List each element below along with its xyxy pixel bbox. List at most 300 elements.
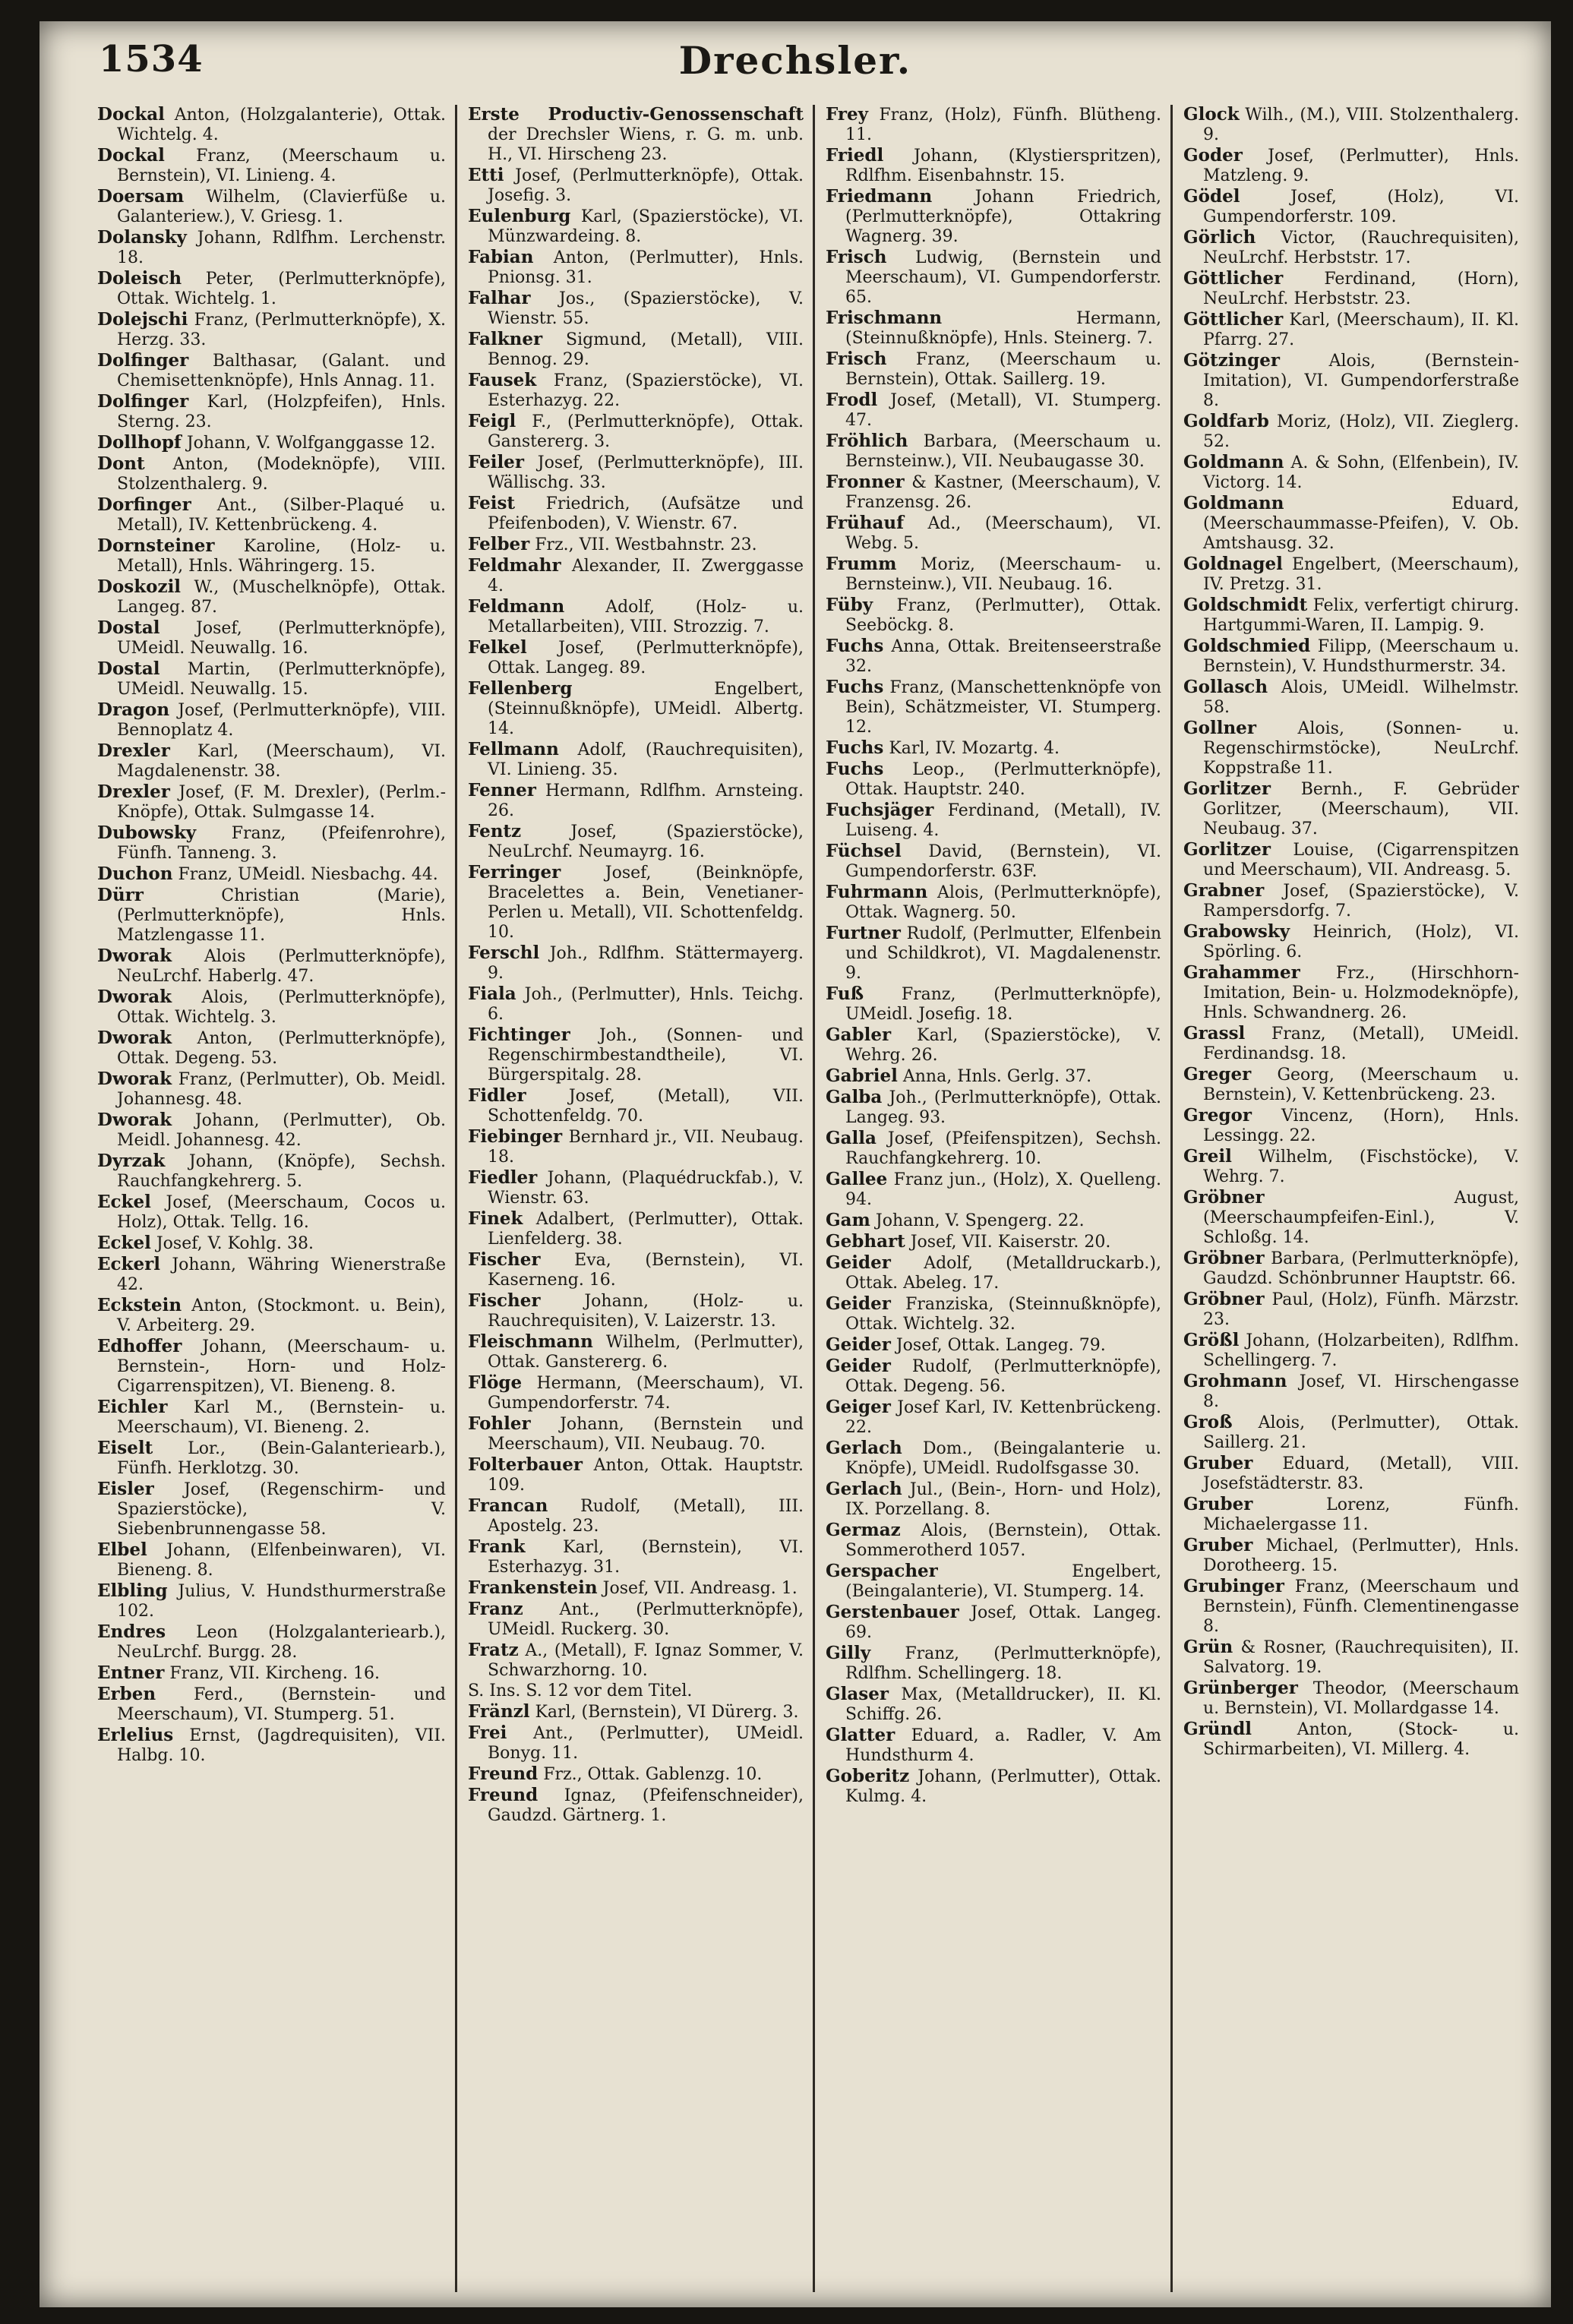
directory-entry <box>97 1726 446 1766</box>
entry-details: Wilhelm, (Fischstöcke), V. Wehrg. 7. <box>1203 1148 1519 1186</box>
entry-name: Dworak <box>97 987 172 1007</box>
directory-entry <box>97 310 446 350</box>
directory-entry <box>1183 1106 1519 1146</box>
entry-name: Fischer <box>468 1249 541 1270</box>
directory-entry <box>468 1786 804 1826</box>
directory-entry <box>1183 105 1519 145</box>
entry-name: Fuchs <box>826 636 884 656</box>
entry-name: Fronner <box>826 472 905 492</box>
directory-entry <box>1183 1413 1519 1453</box>
entry-details: Christian (Marie), (Perlmutterknöpfe), Hnls. Matzlengasse 11. <box>117 886 446 945</box>
entry-name: Dworak <box>97 1069 172 1089</box>
directory-entry <box>1183 1577 1519 1637</box>
directory-entry <box>468 781 804 821</box>
entry-name: Dostal <box>97 617 160 638</box>
entry-details: Johann, (Meerschaum- u. Bernstein-, Horn- und Holz-Cigarrenspitzen), VI. Bieneng. 8. <box>117 1337 446 1396</box>
entry-name: Geider <box>826 1334 891 1355</box>
entry-details: Joh., (Perlmutter), Hnls. Teichg. 6. <box>488 985 804 1024</box>
entry-name: Frisch <box>826 247 887 267</box>
directory-entry <box>97 146 446 186</box>
entry-details: Josef, (Perlmutterknöpfe), VIII. Bennoplatz 4. <box>117 701 446 740</box>
entry-details: Hermann, (Meerschaum), VI. Gumpendorferstr. 74. <box>488 1374 804 1413</box>
entry-name: Fuchs <box>826 737 884 758</box>
entry-name: Feigl <box>468 411 516 431</box>
entry-name: Grohmann <box>1183 1371 1287 1391</box>
entry-details: Engelbert, (Steinnußknöpfe), UMeidl. Albertg. 14. <box>488 680 804 738</box>
directory-entry <box>97 1438 446 1479</box>
entry-name: Gerlach <box>826 1438 902 1458</box>
entry-details: Anton, Ottak. Hauptstr. 109. <box>488 1456 804 1495</box>
directory-entry <box>826 349 1161 390</box>
directory-entry <box>826 1294 1161 1334</box>
entry-details: Filipp, (Meerschaum u. Bernstein), V. Hundsthurmerstr. 34. <box>1203 637 1519 676</box>
directory-entry <box>826 1211 1161 1231</box>
directory-entry <box>1183 554 1519 595</box>
entry-name: Dubowsky <box>97 823 197 843</box>
entry-name: Drexler <box>97 782 170 802</box>
entry-name: Gruber <box>1183 1494 1253 1514</box>
entry-details: Johann, (Knöpfe), Sechsh. Rauchfangkehrerg. 5. <box>117 1152 446 1191</box>
directory-entry <box>826 431 1161 472</box>
entry-details: Anna, Hnls. Gerlg. 37. <box>902 1067 1092 1086</box>
entry-details: A. & Sohn, (Elfenbein), IV. Victorg. 14. <box>1203 453 1519 492</box>
entry-name: Grabner <box>1183 880 1265 901</box>
entry-details: Alois (Perlmutterknöpfe), NeuLrchf. Haberlg. 47. <box>117 947 446 986</box>
entry-name: Fohler <box>468 1413 531 1434</box>
entry-details: F., (Perlmutterknöpfe), Ottak. Ganstererg. 3. <box>488 412 804 451</box>
entry-details: Anton, (Stockmont. u. Bein), V. Arbeiterg. 29. <box>117 1296 446 1335</box>
entry-name: Feldmann <box>468 596 565 617</box>
directory-entry <box>1183 1188 1519 1248</box>
entry-name: Fränzl <box>468 1701 530 1722</box>
entry-details: Franz, (Meerschaum und Bernstein), Fünfh. Clementinengasse 8. <box>1203 1577 1519 1636</box>
page-title: Drechsler. <box>678 38 912 83</box>
entry-name: Geider <box>826 1356 891 1376</box>
entry-name: Füby <box>826 595 873 615</box>
directory-entry <box>468 1599 804 1640</box>
entry-name: Ferringer <box>468 862 561 883</box>
entry-details: Alois, (Perlmutterknöpfe), Ottak. Wagnerg. 50. <box>845 883 1161 922</box>
entry-name: Francan <box>468 1495 548 1516</box>
entry-name: Görlich <box>1183 227 1256 248</box>
entry-name: Gollner <box>1183 718 1256 738</box>
directory-entry <box>826 883 1161 923</box>
entry-details: Franz, (Perlmutter), Ob. Meidl. Johannesg. 48. <box>117 1070 447 1109</box>
entry-name: Fichtinger <box>468 1025 570 1045</box>
entry-name: Elbel <box>97 1539 147 1560</box>
directory-entry <box>1183 187 1519 227</box>
entry-details: Johann, (Bernstein und Meerschaum), VII. Neubaug. 70. <box>488 1415 804 1454</box>
directory-entry <box>468 1209 804 1249</box>
entry-details: Franz, (Perlmutterknöpfe), X. Herzg. 33. <box>117 311 446 349</box>
entry-name: Gröbner <box>1183 1248 1265 1268</box>
directory-entry <box>468 248 804 288</box>
directory-entry <box>826 1520 1161 1561</box>
directory-entry <box>826 595 1161 636</box>
entry-details: Hermann, Rdlfhm. Arnsteing. 26. <box>488 782 804 820</box>
entry-details: Josef, (Regenschirm- und Spazierstöcke), V. Siebenbrunnengasse 58. <box>117 1480 446 1539</box>
entry-details: Rudolf, (Metall), III. Apostelg. 23. <box>488 1497 804 1536</box>
entry-name: Fuchs <box>826 759 884 779</box>
entry-details: Johann, (Holz- u. Rauchrequisiten), V. Laizerstr. 13. <box>488 1292 804 1331</box>
entry-name: Falkner <box>468 329 543 349</box>
entry-details: Engelbert, (Meerschaum), IV. Pretzg. 31. <box>1203 555 1519 594</box>
column-1 <box>97 105 455 2292</box>
directory-entry <box>468 1168 804 1208</box>
entry-name: Goldnagel <box>1183 554 1283 574</box>
entry-details: Ferdinand, (Metall), IV. Luiseng. 4. <box>845 801 1161 840</box>
entry-name: Eichler <box>97 1397 168 1417</box>
entry-name: Goldmann <box>1183 452 1284 472</box>
entry-details: Franz, (Perlmutter), Ottak. Seeböckg. 8. <box>845 596 1161 635</box>
directory-entry <box>1183 779 1519 839</box>
directory-entry <box>1183 1678 1519 1719</box>
entry-details: Josef, (F. M. Drexler), (Perlm.-Knöpfe), Ottak. Sulmgasse 14. <box>117 783 447 822</box>
directory-entry <box>97 228 446 268</box>
entry-details: Peter, (Perlmutterknöpfe), Ottak. Wichtelg. 1. <box>117 270 446 308</box>
entry-name: Gröbner <box>1183 1187 1265 1208</box>
directory-entry <box>468 1291 804 1331</box>
entry-name: Gerlach <box>826 1479 902 1499</box>
directory-entry <box>468 289 804 329</box>
entry-details: Alois, (Bernstein-Imitation), VI. Gumpendorferstraße 8. <box>1203 352 1519 410</box>
entry-name: Furtner <box>826 923 901 943</box>
directory-entry <box>468 1373 804 1413</box>
directory-entry <box>826 554 1161 595</box>
entry-name: Grabowsky <box>1183 921 1290 942</box>
entry-name: Dworak <box>97 1110 172 1130</box>
directory-entry <box>826 1335 1161 1356</box>
entry-details: Frz., Ottak. Gablenzg. 10. <box>543 1765 763 1784</box>
entry-details: Franz, (Metall), UMeidl. Ferdinandsg. 18. <box>1203 1025 1519 1063</box>
entry-details: David, (Bernstein), VI. Gumpendorferstr. 63F. <box>845 842 1161 881</box>
entry-name: Friedl <box>826 145 884 166</box>
directory-entry <box>1183 1536 1519 1576</box>
entry-name: Elbling <box>97 1580 168 1601</box>
entry-details: Paul, (Holz), Fünfh. Märzstr. 23. <box>1203 1290 1519 1329</box>
directory-entry <box>468 207 804 247</box>
directory-entry <box>468 1537 804 1577</box>
entry-details: Josef, (Perlmutterknöpfe), Ottak. Josefig. 3. <box>488 166 804 205</box>
entry-details: S. Ins. S. 12 vor dem Titel. <box>468 1681 693 1700</box>
entry-name: Gebhart <box>826 1231 905 1252</box>
entry-details: Anton, (Modeknöpfe), VIII. Stolzenthalerg. 9. <box>117 455 446 494</box>
entry-name: Dostal <box>97 658 160 679</box>
directory-entry <box>97 1192 446 1233</box>
directory-entry <box>1183 922 1519 962</box>
entry-name: Galba <box>826 1087 883 1107</box>
entry-name: Edhoffer <box>97 1336 182 1356</box>
page-number: 1534 <box>99 38 204 81</box>
entry-name: Felber <box>468 534 530 554</box>
entry-details: Friedrich, (Aufsätze und Pfeifenboden), V. Wienstr. 67. <box>488 494 804 533</box>
directory-entry <box>1183 718 1519 778</box>
entry-details: Frz., VII. Westbahnstr. 23. <box>535 535 757 554</box>
entry-details: Karoline, (Holz- u. Metall), Hnls. Währingerg. 15. <box>117 537 446 576</box>
entry-details: Barbara, (Meerschaum u. Bernsteinw.), VII. Neubaugasse 30. <box>845 432 1161 471</box>
entry-name: Falhar <box>468 288 531 308</box>
directory-entry <box>97 269 446 309</box>
entry-name: Grassl <box>1183 1023 1246 1044</box>
entry-name: Fröhlich <box>826 431 908 451</box>
directory-entry <box>826 924 1161 984</box>
directory-entry <box>468 822 804 862</box>
entry-name: Eisler <box>97 1479 154 1499</box>
entry-details: Josef, (Pfeifenspitzen), Sechsh. Rauchfangkehrerg. 10. <box>845 1129 1162 1168</box>
entry-details: Franz, (Pfeifenrohre), Fünfh. Tanneng. 3. <box>117 824 446 863</box>
entry-name: Duchon <box>97 864 173 884</box>
entry-details: Rudolf, (Perlmutterknöpfe), Ottak. Degeng. 56. <box>845 1357 1161 1396</box>
entry-details: Eduard, (Metall), VIII. Josefstädterstr. 83. <box>1203 1454 1519 1493</box>
directory-entry <box>468 1764 804 1785</box>
entry-details: Karl, IV. Mozartg. 4. <box>889 739 1060 758</box>
entry-name: Dockal <box>97 145 165 166</box>
entry-details: Josef, (Spazierstöcke), NeuLrchf. Neumayrg. 16. <box>488 823 804 861</box>
directory-entry <box>468 1250 804 1290</box>
directory-entry <box>468 943 804 984</box>
entry-name: Gödel <box>1183 186 1240 207</box>
directory-entry <box>97 700 446 740</box>
entry-details: Franziska, (Steinnußknöpfe), Ottak. Wichtelg. 32. <box>845 1295 1161 1334</box>
entry-details: Balthasar, (Galant. und Chemisettenknöpfe), Hnls Annag. 11. <box>117 352 447 390</box>
entry-name: Fischer <box>468 1290 541 1311</box>
entry-details: Rudolf, (Perlmutter, Elfenbein und Schildkrot), VI. Magdalenenstr. 9. <box>845 924 1161 983</box>
entry-name: Groß <box>1183 1412 1233 1432</box>
entry-details: Anton, (Perlmutterknöpfe), Ottak. Degeng. 53. <box>117 1029 446 1068</box>
entry-name: Dyrzak <box>97 1151 166 1171</box>
entry-details: Dom., (Beingalanterie u. Knöpfe), UMeidl. Rudolfsgasse 30. <box>845 1439 1161 1478</box>
entry-details: Wilh., (M.), VIII. Stolzenthalerg. 9. <box>1203 106 1519 144</box>
entry-details: Barbara, (Perlmutterknöpfe), Gaudzd. Schönbrunner Hauptstr. 66. <box>1203 1249 1519 1288</box>
entry-details: Franz, (Perlmutterknöpfe), Rdlfhm. Schellingerg. 18. <box>845 1644 1161 1683</box>
entry-details: Anton, (Holzgalanterie), Ottak. Wichtelg. 4. <box>117 106 446 144</box>
directory-entry <box>97 536 446 576</box>
directory-entry <box>826 1066 1161 1087</box>
entry-details: Hermann, (Steinnußknöpfe), Hnls. Steinerg. 7. <box>845 309 1161 348</box>
directory-entry <box>826 1602 1161 1643</box>
directory-entry <box>1183 636 1519 677</box>
entry-details: Karl, (Bernstein), VI Dürerg. 3. <box>535 1703 799 1722</box>
entry-name: Gorlitzer <box>1183 778 1271 799</box>
entry-details: Adolf, (Rauchrequisiten), VI. Linieng. 35. <box>488 740 804 779</box>
entry-name: Dolejschi <box>97 309 188 330</box>
entry-details: Josef, (Metall), VII. Schottenfeldg. 70. <box>488 1087 804 1126</box>
entry-name: Gerspacher <box>826 1561 938 1581</box>
directory-entry <box>468 597 804 637</box>
directory-entry <box>97 1685 446 1725</box>
entry-name: Goldschmidt <box>1183 595 1308 615</box>
directory-entry <box>97 1151 446 1192</box>
entry-details: Karl M., (Bernstein- u. Meerschaum), VI. Bieneng. 2. <box>117 1398 446 1437</box>
directory-entry <box>468 1578 804 1599</box>
directory-entry <box>97 1255 446 1295</box>
entry-details: Franz, UMeidl. Niesbachg. 44. <box>178 865 438 884</box>
entry-name: Frodl <box>826 390 878 410</box>
directory-entry <box>1183 351 1519 411</box>
entry-name: Götzinger <box>1183 350 1280 371</box>
entry-details: Josef, V. Kohlg. 38. <box>156 1234 314 1253</box>
entry-name: Geiger <box>826 1397 891 1417</box>
directory-entry <box>468 1702 804 1722</box>
entry-name: Geider <box>826 1252 891 1273</box>
entry-details: Josef, VII. Kaiserstr. 20. <box>910 1233 1111 1252</box>
entry-name: Fellenberg <box>468 678 573 699</box>
entry-details: Karl, (Meerschaum), II. Kl. Pfarrg. 27. <box>1203 311 1519 349</box>
entry-details: Anton, (Stock- u. Schirmarbeiten), VI. Millerg. 4. <box>1203 1720 1519 1759</box>
entry-details: Victor, (Rauchrequisiten), NeuLrchf. Herbststr. 17. <box>1203 229 1519 267</box>
entry-name: Erste Productiv-Genossenschaft <box>468 105 804 125</box>
entry-name: Grün <box>1183 1637 1233 1657</box>
directory-entry <box>97 1581 446 1621</box>
entry-details: Adalbert, (Perlmutter), Ottak. Lienfelderg. 38. <box>488 1210 804 1249</box>
directory-entry <box>826 146 1161 186</box>
directory-entry <box>826 1438 1161 1479</box>
entry-details: Ant., (Perlmutterknöpfe), UMeidl. Ruckerg. 30. <box>488 1600 804 1639</box>
entry-name: Galla <box>826 1128 877 1148</box>
directory-entry <box>826 1253 1161 1293</box>
directory-entry <box>826 1561 1161 1602</box>
directory-entry <box>826 513 1161 554</box>
entry-details: Alois, (Perlmutter), Ottak. Saillerg. 21. <box>1203 1413 1519 1452</box>
entry-details: Josef, (Spazierstöcke), V. Rampersdorfg. 7. <box>1203 882 1519 920</box>
entry-details: Ignaz, (Pfeifenschneider), Gaudzd. Gärtnerg. 1. <box>488 1786 804 1825</box>
directory-entry <box>468 1025 804 1085</box>
entry-details: Vincenz, (Horn), Hnls. Lessingg. 22. <box>1203 1107 1519 1145</box>
entry-details: Josef, VII. Andreasg. 1. <box>602 1579 798 1598</box>
entry-name: Gregor <box>1183 1105 1252 1126</box>
entry-name: Finek <box>468 1208 523 1229</box>
entry-name: Frumm <box>826 554 897 574</box>
entry-name: Freund <box>468 1785 539 1805</box>
entry-name: Dolfinger <box>97 350 189 371</box>
entry-details: Johann, (Perlmutter), Ob. Meidl. Johannesg. 42. <box>117 1111 447 1150</box>
entry-details: Josef, (Perlmutter), Hnls. Matzleng. 9. <box>1203 147 1519 185</box>
entry-name: Doersam <box>97 186 185 207</box>
entry-name: Glaser <box>826 1684 889 1704</box>
entry-details: Eduard, (Meerschaummasse-Pfeifen), V. Ob. Amtshausg. 32. <box>1203 494 1519 553</box>
directory-entry <box>1183 1249 1519 1289</box>
entry-details: Michael, (Perlmutter), Hnls. Dorotheerg. 15. <box>1203 1536 1519 1575</box>
entry-name: Dragon <box>97 699 170 720</box>
directory-entry <box>468 679 804 739</box>
entry-name: Fuchs <box>826 677 884 697</box>
entry-name: Gilly <box>826 1643 871 1663</box>
entry-name: Feldmahr <box>468 555 561 576</box>
entry-name: Goldfarb <box>1183 411 1269 431</box>
entry-details: Franz, VII. Kircheng. 16. <box>169 1664 380 1683</box>
directory-entry <box>1183 412 1519 452</box>
entry-details: & Kastner, (Meerschaum), V. Franzensg. 26. <box>845 473 1161 512</box>
directory-entry <box>1183 1637 1519 1678</box>
entry-details: Karl, (Spazierstöcke), VI. Münzwardeing. 8. <box>488 207 804 246</box>
entry-details: Felix, verfertigt chirurg. Hartgummi-Waren, II. Lampig. 9. <box>1203 596 1519 635</box>
entry-name: Feiler <box>468 452 524 472</box>
entry-details: Johann, (Plaquédruckfab.), V. Wienstr. 63. <box>488 1169 804 1208</box>
directory-entry <box>97 741 446 782</box>
directory-entry <box>826 636 1161 677</box>
entry-details: Alois, UMeidl. Wilhelmstr. 58. <box>1203 678 1519 717</box>
directory-entry <box>1183 453 1519 493</box>
entry-details: Karl, (Bernstein), VI. Esterhazyg. 31. <box>488 1538 804 1577</box>
entry-name: Gollasch <box>1183 677 1268 697</box>
directory-entry <box>826 248 1161 308</box>
entry-name: Gabriel <box>826 1066 898 1086</box>
directory-entry <box>826 677 1161 737</box>
entry-details: Franz, (Meerschaum u. Bernstein), VI. Linieng. 4. <box>117 147 447 185</box>
entry-name: Gruber <box>1183 1453 1253 1473</box>
directory-entry <box>97 1296 446 1336</box>
column-4 <box>1170 105 1528 2292</box>
directory-entry <box>1183 1495 1519 1535</box>
directory-entry <box>97 577 446 617</box>
entry-details: Johann, Währing Wienerstraße 42. <box>117 1255 447 1294</box>
entry-details: Josef, (Beinknöpfe, Bracelettes a. Bein, Venetianer-Perlen u. Metall), VII. Schottenfeldg. 10. <box>488 864 804 942</box>
entry-name: Göttlicher <box>1183 268 1284 289</box>
entry-name: Glock <box>1183 105 1240 125</box>
entry-details: Ant., (Silber-Plaqué u. Metall), IV. Kettenbrückeng. 4. <box>117 496 446 535</box>
directory-entry <box>1183 963 1519 1023</box>
entry-details: Ant., (Perlmutter), UMeidl. Bonyg. 11. <box>488 1724 804 1763</box>
entry-name: Frank <box>468 1536 526 1557</box>
entry-details: Johann, (Elfenbeinwaren), VI. Bieneng. 8. <box>117 1541 446 1580</box>
entry-details: August, (Meerschaumpfeifen-Einl.), V. Schloßg. 14. <box>1203 1189 1519 1247</box>
entry-details: Johann, V. Spengerg. 22. <box>875 1211 1085 1230</box>
directory-entry <box>1183 1372 1519 1412</box>
entry-details: Josef, Ottak. Langeg. 79. <box>895 1336 1106 1355</box>
entry-name: Frey <box>826 105 869 125</box>
directory-entry <box>826 738 1161 759</box>
directory-entry <box>1183 1024 1519 1064</box>
entry-details: Alois, (Perlmutterknöpfe), Ottak. Wichtelg. 3. <box>117 988 446 1027</box>
entry-name: Gründl <box>1183 1719 1252 1739</box>
entry-details: Joh., (Perlmutterknöpfe), Ottak. Langeg. 93. <box>845 1088 1161 1127</box>
directory-entry <box>1183 881 1519 921</box>
entry-name: Eulenburg <box>468 206 571 226</box>
entry-name: Gabler <box>826 1025 892 1045</box>
directory-entry <box>826 1232 1161 1252</box>
entry-name: Ferschl <box>468 943 540 963</box>
entry-details: A., (Metall), F. Ignaz Sommer, V. Schwarzhorng. 10. <box>488 1641 804 1680</box>
entry-details: Joh., (Sonnen- und Regenschirmbestandtheile), VI. Bürgerspitalg. 28. <box>488 1026 804 1085</box>
entry-details: Anton, (Perlmutter), Hnls. Pnionsg. 31. <box>488 248 804 287</box>
entry-details: Sigmund, (Metall), VIII. Bennog. 29. <box>488 330 804 369</box>
directory-entry <box>97 987 446 1028</box>
directory-entry <box>826 759 1161 800</box>
directory-entry <box>468 1640 804 1681</box>
entry-name: Drexler <box>97 740 170 761</box>
directory-entry <box>468 1723 804 1764</box>
entry-details: Alexander, II. Zwerggasse 4. <box>488 557 804 595</box>
directory-entry <box>1183 1331 1519 1371</box>
entry-name: Dornsteiner <box>97 535 215 556</box>
directory-entry <box>826 1767 1161 1807</box>
entry-name: Fratz <box>468 1640 519 1660</box>
directory-entry <box>97 864 446 885</box>
entry-name: Entner <box>97 1662 165 1683</box>
directory-entry <box>468 371 804 411</box>
entry-details: Moriz, (Holz), VII. Zieglerg. 52. <box>1203 412 1519 451</box>
directory-entry <box>97 1233 446 1254</box>
entry-details: Josef, VI. Hirschengasse 8. <box>1203 1372 1519 1411</box>
directory-entry <box>468 638 804 678</box>
entry-name: Dürr <box>97 885 144 905</box>
entry-name: Grahammer <box>1183 962 1300 983</box>
directory-entry <box>826 1685 1161 1725</box>
entry-name: Doleisch <box>97 268 182 289</box>
directory-entry <box>1183 1065 1519 1105</box>
directory-entry <box>826 1644 1161 1684</box>
entry-name: Felkel <box>468 637 527 658</box>
